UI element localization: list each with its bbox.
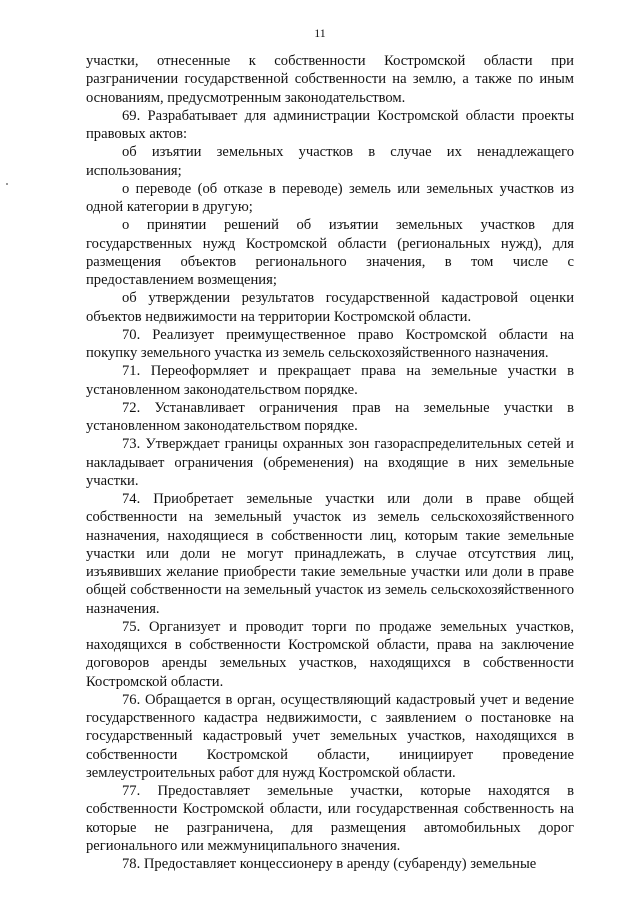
paragraph-69: 69. Разрабатывает для администрации Костромской области проекты правовых актов: <box>86 107 574 142</box>
paragraph-77: 77. Предоставляет земельные участки, которые находятся в собственности Костромской области, или государственная собственность на которые не разграничена, для размещения автомобильных дорог регионального или межмуниципального значения. <box>86 783 574 854</box>
paragraph-78: 78. Предоставляет концессионеру в аренду (субаренду) земельные <box>122 856 537 872</box>
margin-mark <box>6 183 8 185</box>
paragraph-71: 71. Переоформляет и прекращает права на земельные участки в установленном законодательством порядке. <box>86 363 574 398</box>
paragraph-continuation: участки, отнесенные к собственности Костромской области при разграничении государственной собственности на землю, а также по иным основаниям, предусмотренным законодательством. <box>86 53 574 106</box>
page-number: 11 <box>314 26 326 40</box>
paragraph-70: 70. Реализует преимущественное право Костромской области на покупку земельного участка из земель сельскохозяйственного назначения. <box>86 326 574 361</box>
paragraph-69-item-4: об утверждении результатов государственной кадастровой оценки объектов недвижимости на территории Костромской области. <box>86 290 574 325</box>
paragraph-69-item-3: о принятии решений об изъятии земельных участков для государственных нужд Костромской области (региональных нужд), для размещения объектов регионального значения, в том числе с предоставлением возмещения; <box>86 217 574 288</box>
paragraph-72: 72. Устанавливает ограничения прав на земельные участки в установленном законодательством порядке. <box>86 399 574 434</box>
paragraph-75: 75. Организует и проводит торги по продаже земельных участков, находящихся в собственности Костромской области, права на заключение договоров аренды земельных участков, находящихся в собственности Костромской области. <box>86 618 574 690</box>
paragraph-69-item-2: о переводе (об отказе в переводе) земель или земельных участков из одной категории в другую; <box>86 180 574 215</box>
paragraph-76: 76. Обращается в орган, осуществляющий кадастровый учет и ведение государственного кадастра недвижимости, с заявлением о постановке на государственный кадастровый учет земельных участков, находящихся в собственности Костромской области, инициирует проведение землеустроительных работ для нужд Костромской области. <box>86 691 574 781</box>
paragraph-69-item-1: об изъятии земельных участков в случае их ненадлежащего использования; <box>86 144 574 179</box>
document-body <box>86 52 574 873</box>
paragraph-74: 74. Приобретает земельные участки или доли в праве общей собственности на земельный участок из земель сельскохозяйственного назначения, находящиеся в собственности лиц, которым такие земельные участки или доли не могут принадлежать, в случае отсутствия лиц, изъявивших желание приобрести такие земельные участки или доли в праве общей собственности на земельный участок из земель сельскохозяйственного назначения. <box>86 491 574 617</box>
paragraph-73: 73. Утверждает границы охранных зон газораспределительных сетей и накладывает ограничения (обременения) на входящие в них земельные участки. <box>86 436 574 489</box>
